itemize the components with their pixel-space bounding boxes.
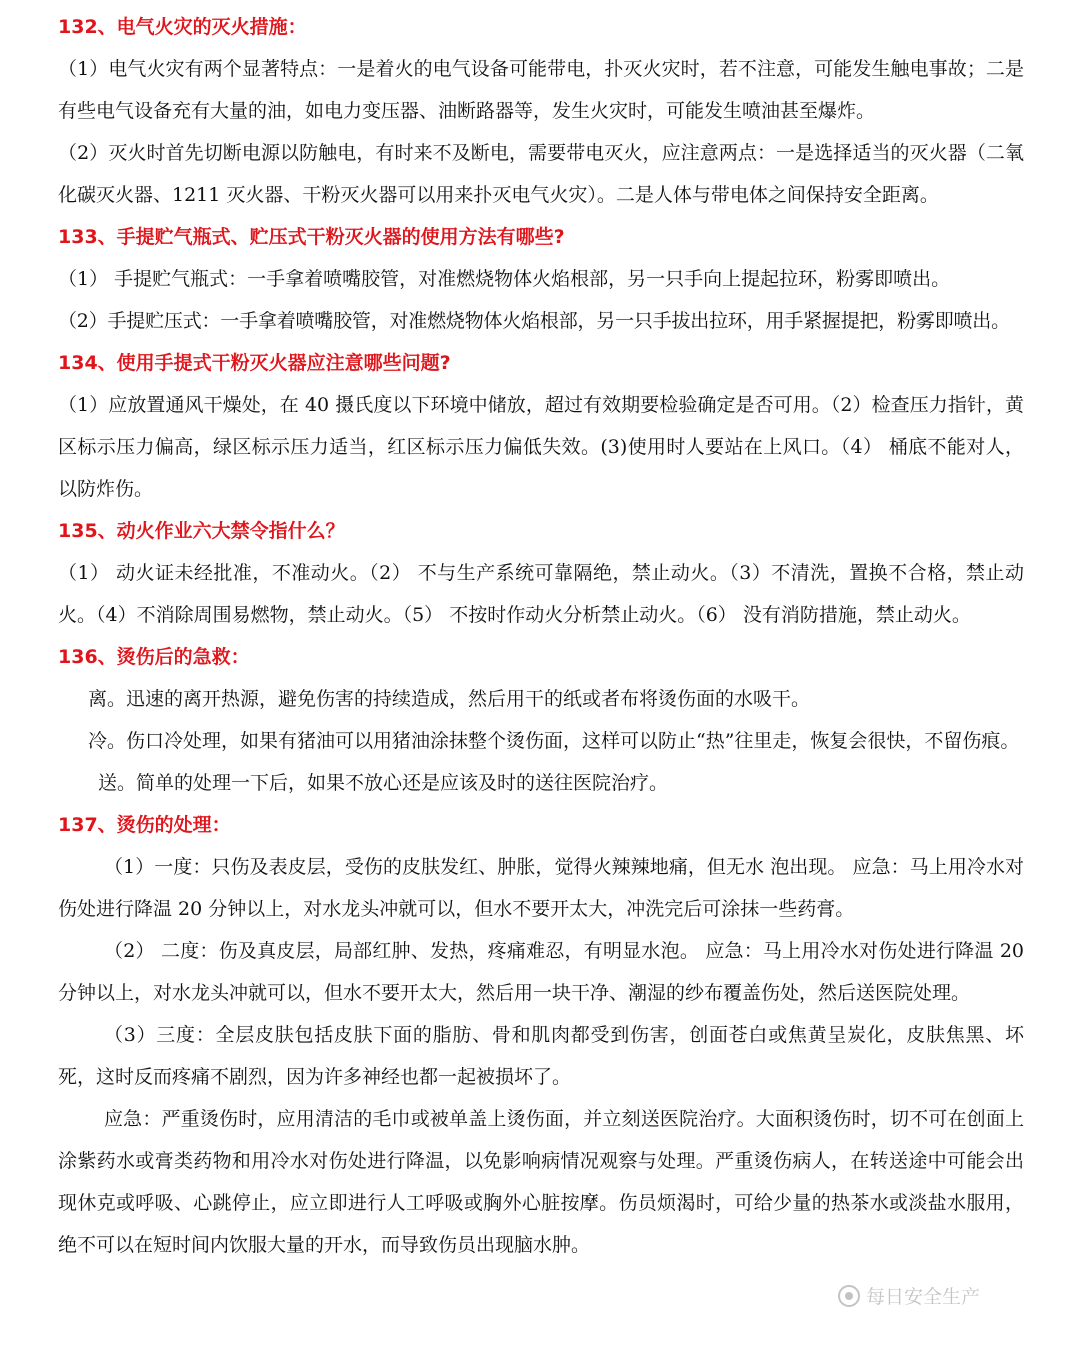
paragraph-132-1: （1）电气火灾有两个显著特点：一是着火的电气设备可能带电，扑灭火灾时，若不注意，可能发生触电事故；二是有些电气设备充有大量的油，如电力变压器、油断路器等，发生火灾时，可能发生喷油甚至爆炸。 <box>58 58 1024 122</box>
paragraph-133-2: （2）手提贮压式：一手拿着喷嘴胶管，对准燃烧物体火焰根部，另一只手拔出拉环，用手紧握提把，粉雾即喷出。 <box>58 310 1010 332</box>
paragraph-132-2: （2）灭火时首先切断电源以防触电，有时来不及断电，需要带电灭火，应注意两点：一是选择适当的灭火器（二氧化碳灭火器、1211 灭火器、干粉灭火器可以用来扑灭电气火灾）。二是人体与带电体之间保持安全距离。 <box>58 142 1024 206</box>
paragraph-136-1: 离。迅速的离开热源，避免伤害的持续造成，然后用干的纸或者布将烫伤面的水吸干。 <box>88 688 811 710</box>
paragraph-137-2: （2） 二度：伤及真皮层，局部红肿、发热，疼痛难忍，有明显水泡。 应急：马上用冷水对伤处进行降温 20 分钟以上，对水龙头冲就可以，但水不要开太大，然后用一块干净、潮湿的纱布覆盖伤处，然后送医院处理。 <box>58 940 1024 1004</box>
paragraph-137-3: （3）三度：全层皮肤包括皮肤下面的脂肪、骨和肌肉都受到伤害，创面苍白或焦黄呈炭化，皮肤焦黑、坏死，这时反而疼痛不剧烈，因为许多神经也都一起被损坏了。 <box>58 1024 1024 1088</box>
section-heading-135: 135、动火作业六大禁令指什么？ <box>58 520 345 542</box>
section-heading-134: 134、使用手提式干粉灭火器应注意哪些问题? <box>58 352 451 374</box>
paragraph-137-4: 应急：严重烫伤时，应用清洁的毛巾或被单盖上烫伤面，并立刻送医院治疗。大面积烫伤时，切不可在创面上涂紫药水或膏类药物和用冷水对伤处进行降温，以免影响病情况观察与处理。严重烫伤病人，在转送途中可能会出现休克或呼吸、心跳停止，应立即进行人工呼吸或胸外心脏按摩。伤员烦渴时，可给少量的热茶水或淡盐水服用，绝不可以在短时间内饮服大量的开水，而导致伤员出现脑水肿。 <box>58 1108 1024 1256</box>
section-heading-137: 137、烫伤的处理： <box>58 814 231 836</box>
wechat-icon <box>838 1285 860 1307</box>
paragraph-136-2: 冷。伤口冷处理，如果有猪油可以用猪油涂抹整个烫伤面，这样可以防止“热”往里走，恢复会很快，不留伤痕。 <box>88 730 1020 752</box>
watermark-text: 每日安全生产 <box>866 1286 981 1308</box>
paragraph-133-1: （1） 手提贮气瓶式：一手拿着喷嘴胶管，对准燃烧物体火焰根部，另一只手向上提起拉环，粉雾即喷出。 <box>58 268 951 290</box>
watermark <box>838 1282 980 1309</box>
section-heading-136: 136、烫伤后的急救： <box>58 646 250 668</box>
paragraph-136-3: 送。简单的处理一下后，如果不放心还是应该及时的送往医院治疗。 <box>98 772 669 794</box>
paragraph-137-1: （1）一度：只伤及表皮层，受伤的皮肤发红、肿胀，觉得火辣辣地痛，但无水 泡出现。 应急：马上用冷水对伤处进行降温 20 分钟以上，对水龙头冲就可以，但水不要开太大，冲洗完后可涂抹一些药膏。 <box>58 856 1024 920</box>
paragraph-135-1: （1） 动火证未经批准，不准动火。（2） 不与生产系统可靠隔绝，禁止动火。（3）不清洗，置换不合格，禁止动火。（4）不消除周围易燃物，禁止动火。（5） 不按时作动火分析禁止动火。（6） 没有消防措施，禁止动火。 <box>58 562 1024 626</box>
paragraph-134-1: （1）应放置通风干燥处，在 40 摄氏度以下环境中储放，超过有效期要检验确定是否可用。（2）检查压力指针，黄区标示压力偏高，绿区标示压力适当，红区标示压力偏低失效。(3)使用时人要站在上风口。（4） 桶底不能对人，以防炸伤。 <box>58 394 1024 500</box>
section-heading-132: 132、电气火灾的灭火措施： <box>58 16 307 38</box>
section-heading-133: 133、手提贮气瓶式、贮压式干粉灭火器的使用方法有哪些? <box>58 226 565 248</box>
